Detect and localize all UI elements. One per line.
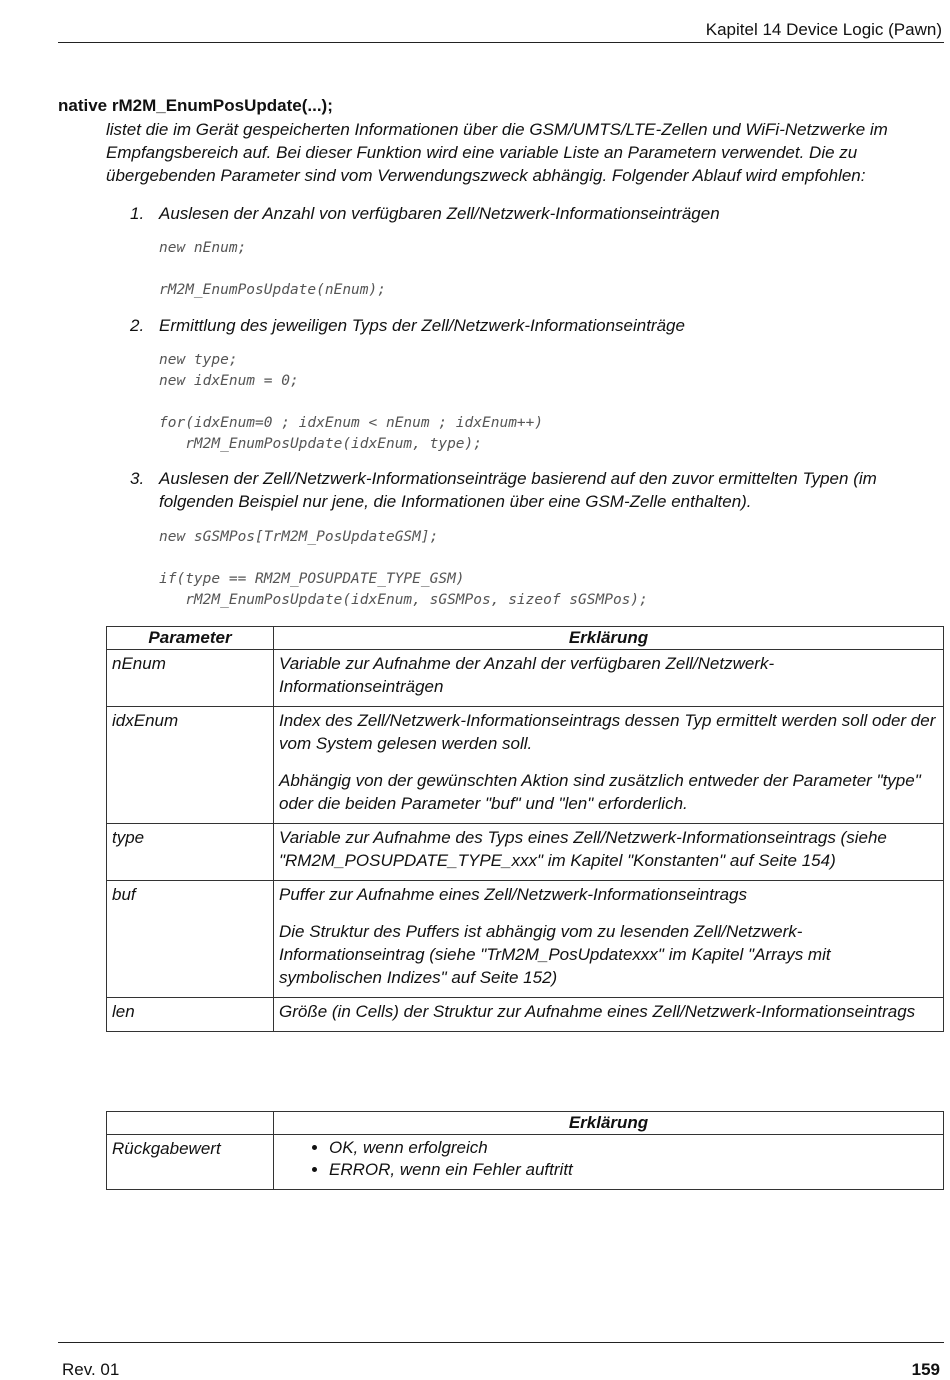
function-title: native rM2M_EnumPosUpdate(...); (58, 96, 333, 115)
description-text: Abhängig von der gewünschten Aktion sind zusätzlich entweder der Parameter "type" oder die beiden Parameter "buf" und "len" erforderlich. (279, 771, 921, 813)
return-table (106, 1111, 944, 1190)
description-text: Variable zur Aufnahme des Typs eines Zell/Netzwerk-Informationseintrags (siehe "RM2M_POSUPDATE_TYPE_xxx" im Kapitel "Konstanten" auf Seite 154) (279, 828, 887, 870)
table-row (107, 881, 944, 998)
code-block: new type; new idxEnum = 0; for(idxEnum=0 ; idxEnum < nEnum ; idxEnum++) rM2M_EnumPosUpdate(idxEnum, type); (159, 352, 544, 452)
column-header: Erklärung (274, 627, 944, 650)
table-header-row (107, 627, 944, 650)
step-text: Ermittlung des jeweiligen Typs der Zell/Netzwerk-Informationseinträge (159, 316, 685, 335)
description-text: Größe (in Cells) der Struktur zur Aufnahme eines Zell/Netzwerk-Informationseintrags (279, 1002, 916, 1021)
chapter-header: Kapitel 14 Device Logic (Pawn) (705, 20, 942, 39)
code-block: new sGSMPos[TrM2M_PosUpdateGSM]; if(type == RM2M_POSUPDATE_TYPE_GSM) rM2M_EnumPosUpdate(idxEnum, sGSMPos, sizeof sGSMPos); (159, 529, 648, 608)
function-description: listet die im Gerät gespeicherten Informationen über die GSM/UMTS/LTE-Zellen und WiFi-Netzwerke im Empfangsbereich auf. Bei dieser Funktion wird eine variable Liste an Parametern verwendet. Die zu übergebenden Parameter sind vom Verwendungszweck abhängig. Folgender Ablauf wird empfohlen: (106, 120, 888, 185)
footer-rule (58, 1342, 944, 1343)
table-row (107, 650, 944, 707)
table-row (107, 824, 944, 881)
page-number: 159 (911, 1360, 940, 1379)
step-text: Auslesen der Zell/Netzwerk-Informationseinträge basierend auf den zuvor ermittelten Typen (im folgenden Beispiel nur jene, die Informationen über eine GSM-Zelle enthalten). (159, 469, 877, 511)
column-header (107, 1112, 274, 1135)
step-number: 1. (130, 204, 145, 223)
header-rule (58, 42, 944, 43)
code-block: new nEnum; rM2M_EnumPosUpdate(nEnum); (159, 240, 386, 298)
column-header: Parameter (107, 627, 274, 650)
return-label: Rückgabewert (107, 1135, 274, 1190)
step-number: 3. (130, 469, 145, 488)
table-row (107, 707, 944, 824)
description-text: Index des Zell/Netzwerk-Informationseintrags dessen Typ ermittelt werden soll oder der vom System gelesen werden soll. (279, 711, 936, 753)
list-item: • ERROR, wenn ein Fehler auftritt (329, 1159, 938, 1181)
description-text: Variable zur Aufnahme der Anzahl der verfügbaren Zell/Netzwerk-Informationseinträgen (279, 654, 775, 696)
return-values (274, 1135, 944, 1190)
param-name: type (107, 824, 274, 881)
param-description (274, 824, 944, 881)
description-text: Puffer zur Aufnahme eines Zell/Netzwerk-Informationseintrags (279, 885, 748, 904)
param-name: buf (107, 881, 274, 998)
step-number: 2. (130, 316, 145, 335)
param-name: len (107, 998, 274, 1032)
param-description (274, 881, 944, 998)
param-description (274, 707, 944, 824)
column-header: Erklärung (274, 1112, 944, 1135)
description-text: Die Struktur des Puffers ist abhängig vom zu lesenden Zell/Netzwerk-Informationseintrag (siehe "TrM2M_PosUpdatexxx" im Kapitel "Arrays mit symbolischen Indizes" auf Seite 152) (279, 922, 831, 987)
return-list (279, 1137, 938, 1181)
step-3 (130, 467, 942, 513)
table-header-row (107, 1112, 944, 1135)
param-description (274, 650, 944, 707)
step-2 (130, 314, 942, 337)
step-1 (130, 202, 942, 225)
list-item: • OK, wenn erfolgreich (329, 1137, 938, 1159)
step-text: Auslesen der Anzahl von verfügbaren Zell/Netzwerk-Informationseinträgen (159, 204, 720, 223)
param-name: nEnum (107, 650, 274, 707)
table-row (107, 1135, 944, 1190)
table-row (107, 998, 944, 1032)
param-name: idxEnum (107, 707, 274, 824)
parameter-table (106, 626, 944, 1032)
revision-label: Rev. 01 (62, 1360, 120, 1379)
param-description (274, 998, 944, 1032)
